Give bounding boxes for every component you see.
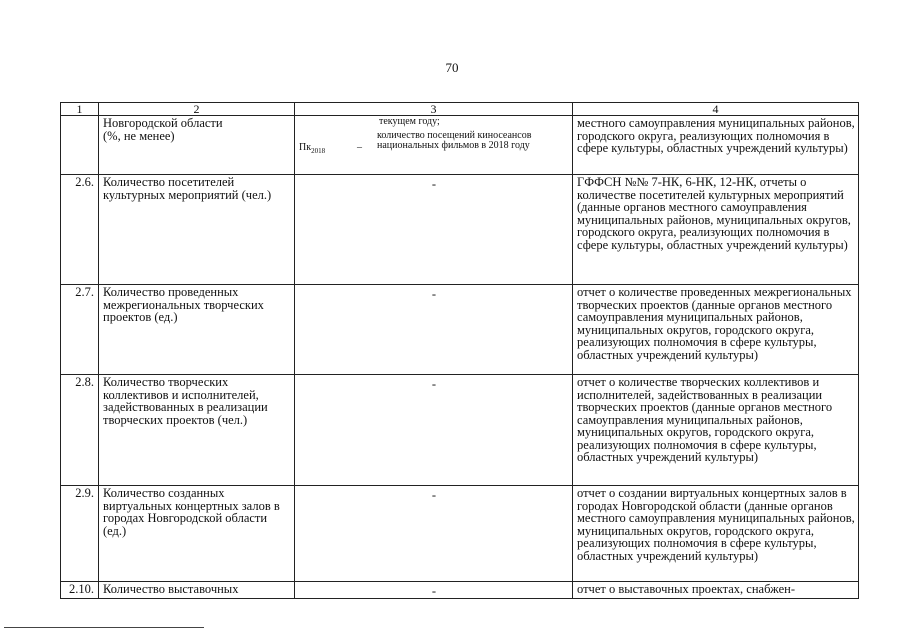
row-number: 2.9. <box>61 486 99 582</box>
formula-symbol: $Пк_{2018}$ <box>299 141 326 155</box>
data-source: отчет о выставочных проектах, снабжен- <box>573 582 859 599</box>
table-row <box>61 116 859 175</box>
row-number: 2.7. <box>61 285 99 375</box>
data-source: ГФФСН №№ 7-НК, 6-НК, 12-НК, отчеты о количестве посетителей культурных мероприятий (данные органов местного самоуправления муниципальных районов, муниципальных округов, городского округа, реализующих полномочия в сфере культуры, областных учреждений культуры) <box>573 175 859 285</box>
indicator-name: Количество посетителей культурных мероприятий (чел.) <box>99 175 295 285</box>
indicator-name: Количество творческих коллективов и исполнителей, задействованных в реализации творческих проектов (чел.) <box>99 375 295 486</box>
column-number-4: 4 <box>573 103 859 116</box>
data-source: отчет о количестве проведенных межрегиональных творческих проектов (данные органов местного самоуправления муниципальных районов, муниципальных округов, городского округа, реализующих полномочия в сфере культуры, областных учреждений культуры) <box>573 285 859 375</box>
calculation-formula <box>295 116 573 175</box>
table-row <box>61 285 859 375</box>
formula-description: количество посещений киносеансов национальных фильмов в 2018 году <box>377 129 532 151</box>
data-source: отчет о создании виртуальных концертных залов в городах Новгородской области (данные органов местного самоуправления муниципальных районов, муниципальных округов, городского округа, реализующих полномочия в сфере культуры, областных учреждений культуры) <box>573 486 859 582</box>
data-source: местного самоуправления муниципальных районов, городского округа, реализующих полномочия в сфере культуры, областных учреждений культуры) <box>573 116 859 175</box>
formula-symbol-subscript: 2018 <box>311 146 326 155</box>
column-number-2: 2 <box>99 103 295 116</box>
calculation-formula: - <box>295 486 573 582</box>
calculation-formula: - <box>295 582 573 599</box>
indicator-name: Новгородской области (%, не менее) <box>99 116 295 175</box>
formula-text: текущем году; <box>379 116 440 127</box>
table-row <box>61 375 859 486</box>
calculation-formula: - <box>295 175 573 285</box>
table-row <box>61 175 859 285</box>
footnote-divider <box>4 627 204 628</box>
indicators-table <box>60 102 859 599</box>
page-number: 70 <box>445 60 459 75</box>
column-number-3: 3 <box>295 103 573 116</box>
column-number-row <box>61 103 859 116</box>
table-row <box>61 582 859 599</box>
row-number: 2.6. <box>61 175 99 285</box>
formula-dash: – <box>357 141 362 153</box>
indicator-name: Количество созданных виртуальных концертных залов в городах Новгородской области (ед.) <box>99 486 295 582</box>
data-source: отчет о количестве творческих коллективов и исполнителей, задействованных в реализации творческих проектов (данные органов местного самоуправления муниципальных районов, муниципальных округов, городского округа, реализующих полномочия в сфере культуры, областных учреждений культуры) <box>573 375 859 486</box>
row-number <box>61 116 99 175</box>
indicator-name: Количество проведенных межрегиональных творческих проектов (ед.) <box>99 285 295 375</box>
calculation-formula: - <box>295 285 573 375</box>
indicator-name: Количество выставочных <box>99 582 295 599</box>
calculation-formula: - <box>295 375 573 486</box>
row-number: 2.8. <box>61 375 99 486</box>
table-row <box>61 486 859 582</box>
row-number: 2.10. <box>61 582 99 599</box>
column-number-1: 1 <box>61 103 99 116</box>
